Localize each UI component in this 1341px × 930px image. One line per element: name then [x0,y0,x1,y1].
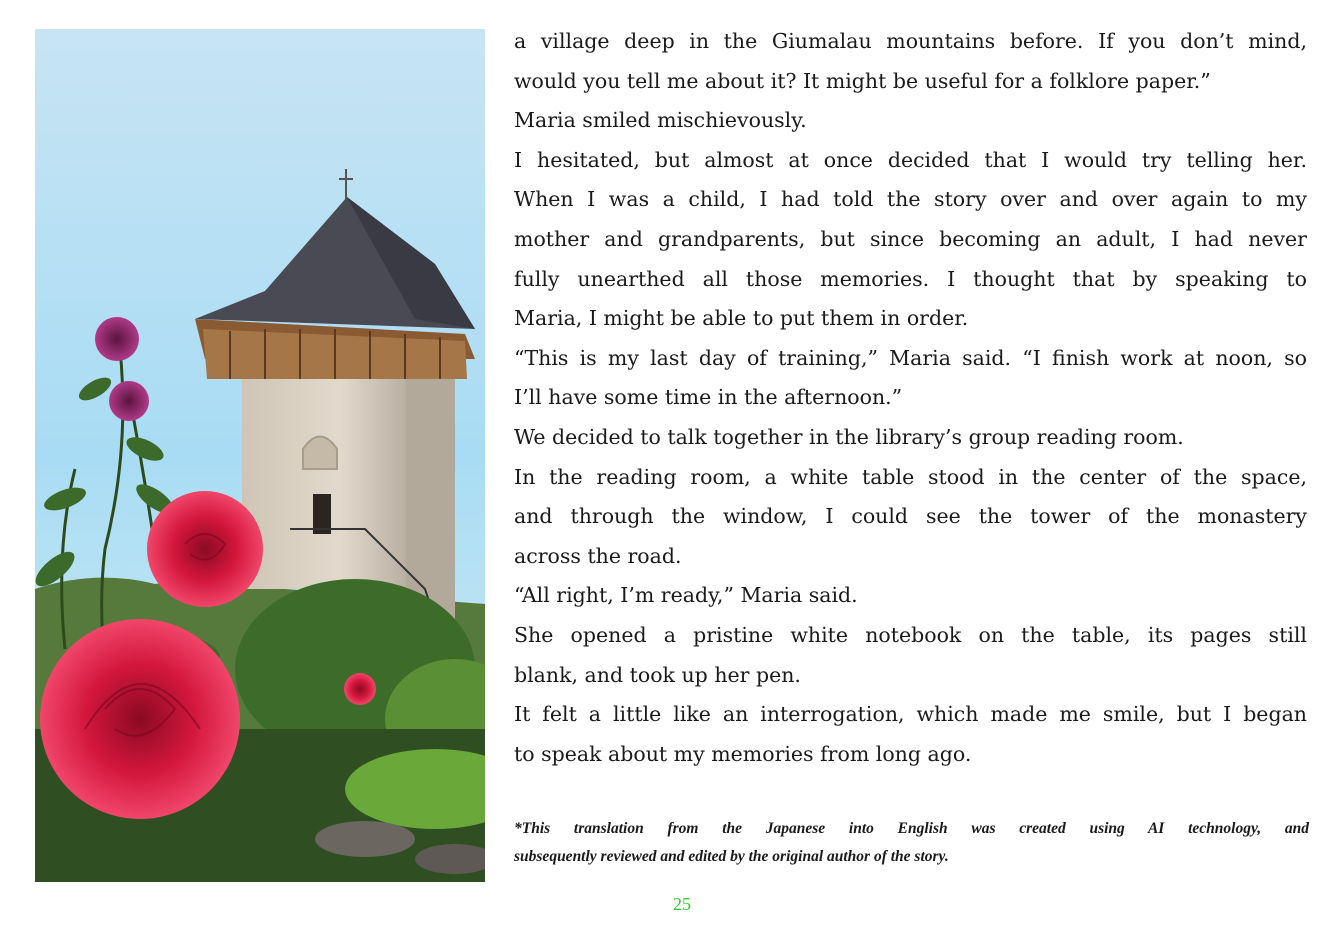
story-line: blank, and took up her pen. [514,662,801,687]
story-line: We decided to talk together in the library’s group reading room. [514,424,1184,449]
story-line: I hesitated, but almost at once decided that I would try telling her. [514,147,1307,172]
story-line: and through the window, I could see the tower of the monastery [514,504,1307,529]
story-line: to speak about my memories from long ago. [514,741,972,766]
translation-note-line: *This translation from the Japanese into English was created using AI technology, and [514,820,1309,837]
monastery-tower-with-roses-photo [35,29,485,882]
page-number: 25 [673,894,691,914]
story-line: mother and grandparents, but since becoming an adult, I had never [514,226,1307,251]
translation-note [514,815,1309,871]
story-line: “All right, I’m ready,” Maria said. [514,583,858,608]
story-line: fully unearthed all those memories. I thought that by speaking to [514,266,1307,291]
story-line: would you tell me about it? It might be useful for a folklore paper.” [514,68,1211,93]
story-line: Maria, I might be able to put them in order. [514,306,969,331]
story-line: It felt a little like an interrogation, which made me smile, but I began [514,702,1307,727]
story-line: “This is my last day of training,” Maria said. “I finish work at noon, so [514,345,1307,370]
story-line: Maria smiled mischievously. [514,108,807,133]
story-line: She opened a pristine white notebook on the table, its pages still [514,622,1307,647]
story-line: a village deep in the Giumalau mountains before. If you don’t mind, [514,29,1307,53]
story-line: I’ll have some time in the afternoon.” [514,385,903,410]
story-text [514,22,1307,774]
translation-note-line: subsequently reviewed and edited by the original author of the story. [514,848,949,865]
tower-photo [35,29,485,882]
story-line: across the road. [514,543,682,568]
story-line: In the reading room, a white table stood in the center of the space, [514,464,1307,489]
story-line: When I was a child, I had told the story over and over again to my [514,187,1307,212]
